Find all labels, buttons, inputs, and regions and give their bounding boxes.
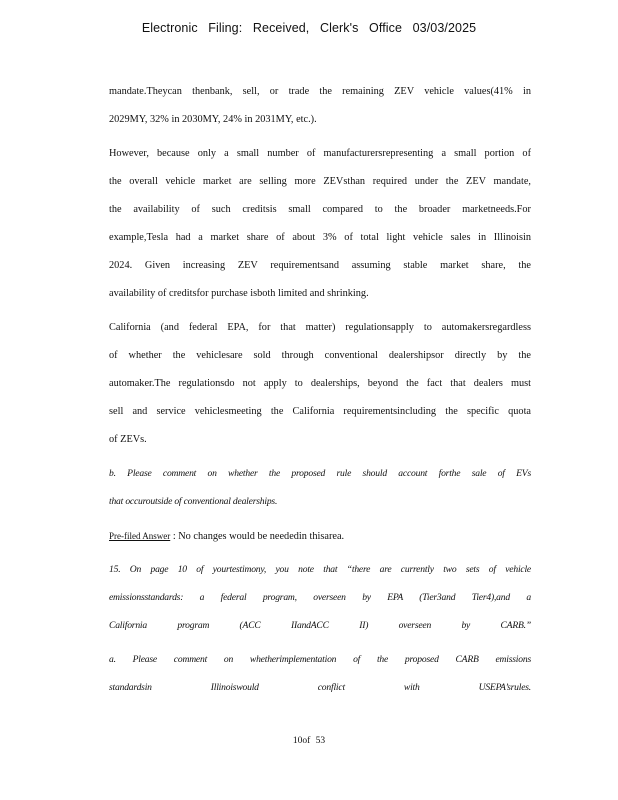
document-body [109, 78, 531, 708]
text-line: California program (ACC IIandACC II) overseen by CARB.” [109, 620, 531, 631]
text-line: b. Please comment on whether the proposed rule should account forthe sale of EVs [109, 468, 531, 479]
text-line: the availability of such creditsis small compared to the broader marketneeds.For [109, 204, 531, 215]
question-15 [109, 556, 531, 640]
text-line: a. Please comment on whetherimplementation of the proposed CARB emissions [109, 654, 531, 665]
text-line: However, because only a small number of manufacturersrepresenting a small portion of [109, 148, 531, 159]
paragraph-credit-availability [109, 140, 531, 308]
text-line: California (and federal EPA, for that matter) regulationsapply to automakersregardless [109, 322, 531, 333]
text-line: example,Tesla had a market share of about 3% of total light vehicle sales in Illinoisin [109, 232, 531, 243]
text-line: 2024. Given increasing ZEV requirementsand assuming stable market share, the [109, 260, 531, 271]
question-b [109, 460, 531, 516]
answer-text: : No changes would be neededin thisarea. [172, 531, 345, 542]
prefiled-answer [109, 522, 531, 550]
text-line: mandate.Theycan thenbank, sell, or trade the remaining ZEV vehicle values(41% in [109, 86, 531, 97]
paragraph-california-regulations [109, 314, 531, 454]
text-line: sell and service vehiclesmeeting the California requirementsincluding the specific quota [109, 406, 531, 417]
text-line: of ZEVs. [109, 434, 147, 445]
filing-stamp-header: Electronic Filing: Received, Clerk's Office 03/03/2025 [141, 21, 477, 35]
text-line: standardsin Illinoiswould conflict with USEPA’srules. [109, 682, 531, 693]
text-line: that occuroutside of conventional dealerships. [109, 496, 278, 507]
text-line: of whether the vehiclesare sold through conventional dealershipsor directly by the [109, 350, 531, 361]
text-line [109, 522, 531, 550]
text-line: 2029MY, 32% in 2030MY, 24% in 2031MY, etc.). [109, 114, 317, 125]
text-line: 15. On page 10 of yourtestimony, you note that “there are currently two sets of vehicle [109, 564, 531, 575]
text-line: emissionsstandards: a federal program, overseen by EPA (Tier3and Tier4),and a [109, 592, 531, 603]
page-number: 10of 53 [292, 736, 326, 746]
question-a [109, 646, 531, 702]
text-line: availability of creditsfor purchase isboth limited and shrinking. [109, 288, 369, 299]
text-line: automaker.The regulationsdo not apply to dealerships, beyond the fact that dealers must [109, 378, 531, 389]
text-line: the overall vehicle market are selling more ZEVsthan required under the ZEV mandate, [109, 176, 531, 187]
answer-label: Pre-filed Answer [109, 531, 171, 541]
paragraph-zev-credits-continued [109, 78, 531, 134]
